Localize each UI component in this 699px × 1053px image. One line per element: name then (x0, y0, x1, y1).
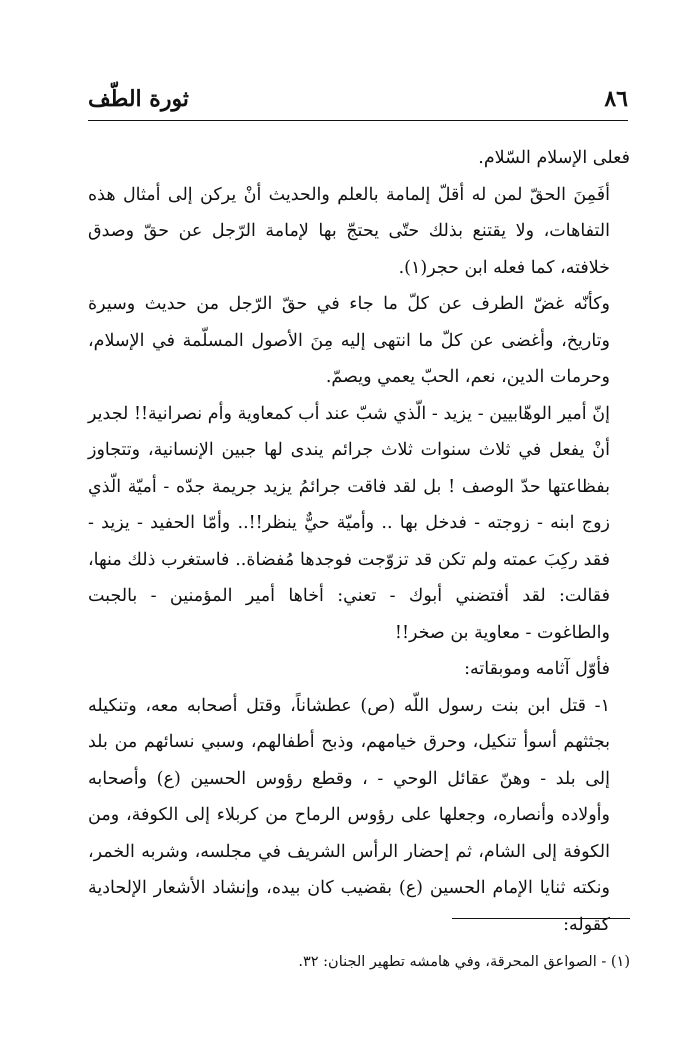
paragraph-2: أفَمِنَ الحقّ لمن له أقلّ إلمامة بالعلم والحديث أنْ يركن إلى أمثال هذه التفاهات، ولا يقتنع بذلك حتّى يحتجّ بها لإمامة الرّجل عن حقّ وصدق خلافته، كما فعله ابن حجر(١). (88, 184, 610, 278)
page-number: ٨٦ (604, 86, 628, 112)
page-header (88, 86, 628, 121)
footnote-divider (452, 918, 630, 919)
footnote: (١) - الصواعق المحرقة، وفي هامشه تطهير الجنان: ٣٢. (298, 954, 630, 970)
paragraph-1: فعلى الإسلام السّلام. (478, 148, 630, 168)
body-text (88, 140, 630, 943)
paragraph-5: فأوّل آثامه وموبقاته: (464, 659, 610, 679)
paragraph-4: إنّ أمير الوهّابيين - يزيد - الّذي شبّ عند أب كمعاوية وأم نصرانية!! لجدير أنْ يفعل في ثلاث سنوات ثلاث جرائم يندى لها جبين الإنسانية، وتتجاوز بفظاعتها حدّ الوصف ! بل لقد فاقت جرائمُ يزيد جريمة جدّه - أميّة الّذي زوج ابنه - زوجته - فدخل بها .. وأميّة حيٌّ ينظر!!.. وأمّا الحفيد - يزيد - فقد ركِبَ عمته ولم تكن قد تزوّجت فوجدها مُفضاة.. فاستغرب ذلك منها، فقالت: لقد أفتضني أبوك - تعني: أخاها أمير المؤمنين - بالجبت والطاغوت - معاوية بن صخر!! (88, 403, 610, 643)
paragraph-3: وكأنّه غضّ الطرف عن كلّ ما جاء في حقّ الرّجل من حديث وسيرة وتاريخ، وأغضى عن كلّ ما انتهى إليه مِنَ الأصول المسلّمة في الإسلام، وحرمات الدين، نعم، الحبّ يعمي ويصمّ. (88, 294, 610, 387)
running-title: ثورة الطّف (88, 86, 189, 112)
paragraph-6: ١- قتل ابن بنت رسول اللّه (ص) عطشاناً، وقتل أصحابه معه، وتنكيله بجثثهم أسوأ تنكيل، وحرق خيامهم، وذبح أطفالهم، وسبي نسائهم من بلد إلى بلد - وهنّ عقائل الوحي - ، وقطع رؤوس الحسين (ع) وأصحابه وأولاده وأنصاره، وجعلها على رؤوس الرماح من كربلاء إلى الكوفة، ومن الكوفة إلى الشام، ثم إحضار الرأس الشريف في مجلسه، وشربه الخمر، ونكته ثنايا الإمام الحسين (ع) بقضيب كان بيده، وإنشاد الأشعار الإلحادية كقوله: (88, 695, 610, 935)
